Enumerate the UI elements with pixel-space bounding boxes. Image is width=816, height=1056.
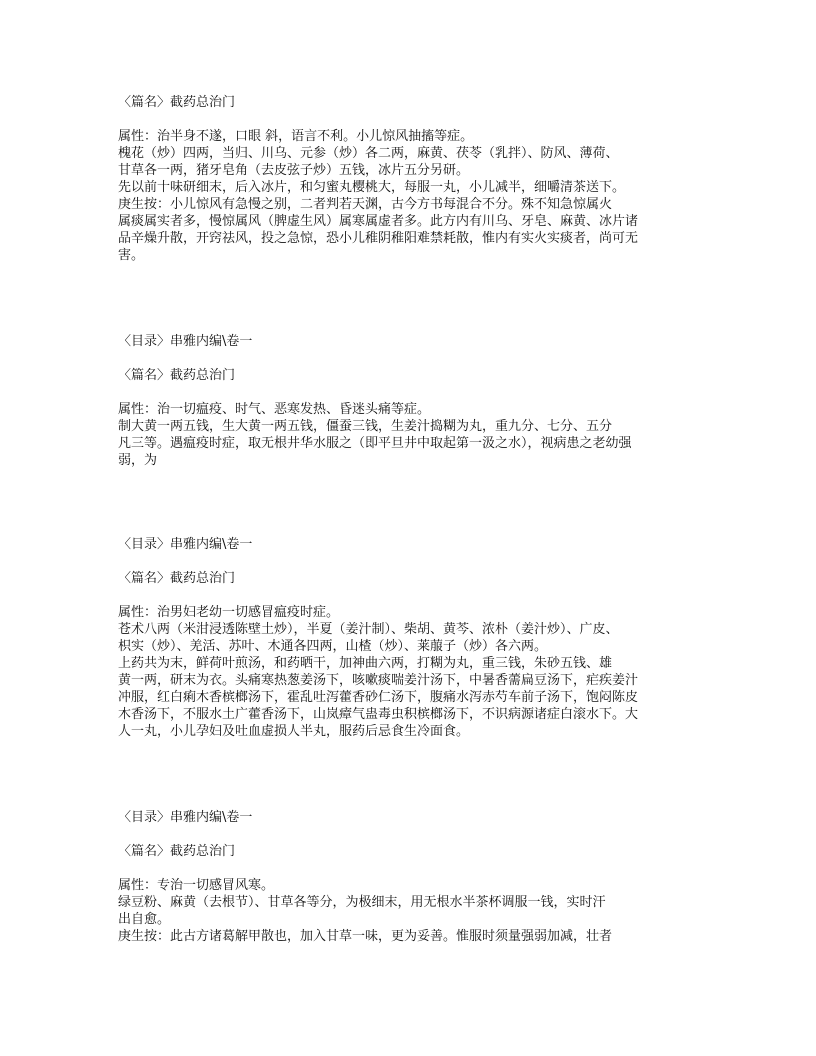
chapter-title: 〈篇名〉截药总治门 — [118, 571, 236, 586]
text-line: 黄一两，研末为衣。头痛寒热葱姜汤下，咳嗽痰喘姜汁汤下，中暑香薷扁豆汤下，疟疾姜汁 — [118, 673, 639, 688]
text-line: 庚生按：小儿惊风有急慢之别，二者判若天渊，古今方书每混合不分。殊不知急惊属火 — [118, 197, 613, 212]
entry-2 — [118, 333, 718, 469]
text-line: 制大黄一两五钱，生大黄一两五钱，僵蚕三钱，生姜汁捣糊为丸，重九分、七分、五分 — [118, 419, 613, 434]
chapter-title: 〈篇名〉截药总治门 — [118, 368, 236, 383]
entry-3 — [118, 536, 718, 740]
text-line: 属性：治男妇老幼一切感冒瘟疫时症。 — [118, 605, 340, 620]
text-line: 槐花（炒）四两，当归、川乌、元参（炒）各二两，麻黄、茯苓（乳拌）、防风、薄荷、 — [118, 146, 619, 161]
text-line: 品辛燥升散，开窍祛风，投之急惊，恐小儿稚阴稚阳难禁耗散，惟内有实火实痰者，尚可无 — [118, 231, 639, 246]
text-line: 出自愈。 — [118, 912, 171, 927]
text-line: 枳实（炒）、羌活、苏叶、木通各四两，山楂（炒）、莱菔子（炒）各六两。 — [118, 639, 548, 654]
chapter-title: 〈篇名〉截药总治门 — [118, 95, 236, 110]
entry-4 — [118, 809, 718, 945]
catalog-path: 〈目录〉串雅内编\卷一 — [118, 537, 253, 552]
text-line: 苍术八两（米泔浸透陈壁土炒），半夏（姜汁制）、柴胡、黄芩、浓朴（姜汁炒）、广皮、 — [118, 622, 619, 637]
text-line: 凡三等。遇瘟疫时症，取无根井华水服之（即平旦井中取起第一汲之水），视病患之老幼强 — [118, 436, 632, 451]
text-line: 先以前十味研细末，后入冰片，和匀蜜丸樱桃大，每服一丸，小儿减半，细嚼清茶送下。 — [118, 180, 626, 195]
text-line: 甘草各一两，猪牙皂角（去皮弦子炒）五钱，冰片五分另研。 — [118, 163, 470, 178]
text-line: 冲服，红白痢木香槟榔汤下，霍乱吐泻藿香砂仁汤下，腹痛水泻赤芍车前子汤下，饱闷陈皮 — [118, 690, 639, 705]
text-line: 属痰属实者多，慢惊属风（脾虚生风）属寒属虚者多。此方内有川乌、牙皂、麻黄、冰片诸 — [118, 214, 639, 229]
catalog-path: 〈目录〉串雅内编\卷一 — [118, 334, 253, 349]
text-line: 上药共为末，鲜荷叶煎汤，和药晒干，加神曲六两，打糊为丸，重三钱，朱砂五钱、雄 — [118, 656, 613, 671]
catalog-path: 〈目录〉串雅内编\卷一 — [118, 810, 253, 825]
text-line: 属性：治一切瘟疫、时气、恶寒发热、昏迷头痛等症。 — [118, 402, 431, 417]
text-line: 庚生按：此古方诸葛解甲散也，加入甘草一味，更为妥善。惟服时须量强弱加减，壮者 — [118, 929, 613, 944]
chapter-title: 〈篇名〉截药总治门 — [118, 844, 236, 859]
text-line: 绿豆粉、麻黄（去根节）、甘草各等分，为极细末，用无根水半茶杯调服一钱，实时汗 — [118, 895, 606, 910]
text-line: 弱，为 — [118, 453, 158, 468]
entry-1 — [118, 94, 718, 264]
text-line: 属性：专治一切感冒风寒。 — [118, 878, 275, 893]
text-line: 属性：治半身不遂，口眼 斜，语言不利。小儿惊风抽搐等症。 — [118, 129, 474, 144]
text-line: 人一丸，小儿孕妇及吐血虚损人半丸，服药后忌食生冷面食。 — [118, 724, 470, 739]
text-line: 害。 — [118, 248, 145, 263]
text-line: 木香汤下，不服水土广藿香汤下，山岚瘴气蛊毒虫积槟榔汤下，不识病源诸症白滚水下。大 — [118, 707, 639, 722]
